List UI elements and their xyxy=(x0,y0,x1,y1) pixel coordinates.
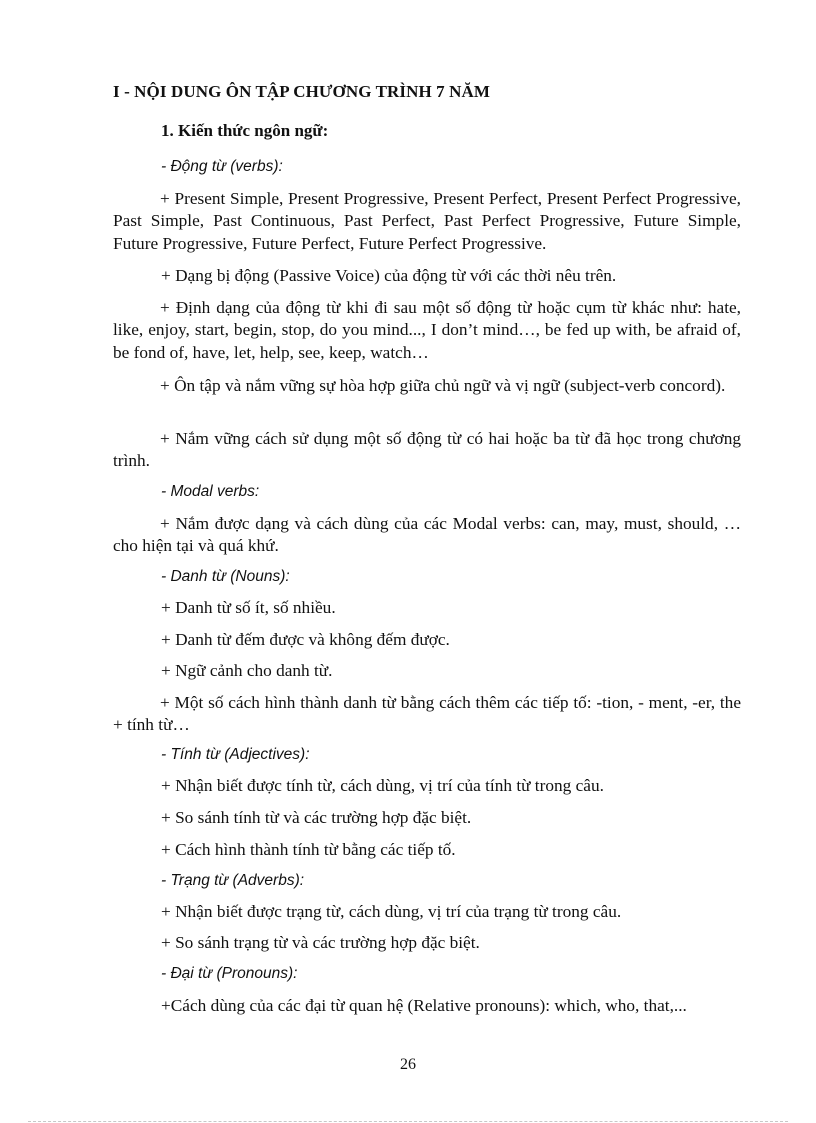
modal-label: - Modal verbs: xyxy=(161,483,260,500)
pronouns-label: - Đại từ (Pronouns): xyxy=(161,965,298,982)
adjectives-item-3: + Cách hình thành tính từ bằng các tiếp tố. xyxy=(161,840,456,859)
section-heading: I - NỘI DUNG ÔN TẬP CHƯƠNG TRÌNH 7 NĂM xyxy=(113,82,491,101)
verbs-concord-text: + Ôn tập và nắm vững sự hòa hợp giữa chủ ngữ và vị ngữ (subject-verb concord). xyxy=(160,376,726,395)
verbs-tenses-paragraph xyxy=(113,188,741,255)
nouns-item-4-text: + Một số cách hình thành danh từ bằng cách thêm các tiếp tố: -tion, - ment, -er, the + tính từ… xyxy=(113,693,741,735)
adjectives-item-1: + Nhận biết được tính từ, cách dùng, vị trí của tính từ trong câu. xyxy=(161,776,604,795)
nouns-label: - Danh từ (Nouns): xyxy=(161,568,290,585)
subsection-heading: 1. Kiến thức ngôn ngữ: xyxy=(161,121,329,140)
nouns-item-4-paragraph xyxy=(113,692,741,737)
adjectives-label: - Tính từ (Adjectives): xyxy=(161,746,310,763)
page-bottom-divider xyxy=(28,1121,788,1122)
page-number: 26 xyxy=(400,1056,416,1073)
verbs-concord-paragraph xyxy=(113,375,741,397)
verbs-phrasal-paragraph xyxy=(113,428,741,473)
adverbs-item-2: + So sánh trạng từ và các trường hợp đặc biệt. xyxy=(161,933,480,952)
verbs-passive-line: + Dạng bị động (Passive Voice) của động từ với các thời nêu trên. xyxy=(161,266,617,285)
verbs-label: - Động từ (verbs): xyxy=(161,158,283,175)
adverbs-label: - Trạng từ (Adverbs): xyxy=(161,872,305,889)
nouns-item-3: + Ngữ cảnh cho danh từ. xyxy=(161,661,333,680)
verbs-tenses-text: + Present Simple, Present Progressive, Present Perfect, Present Perfect Progressive, Past Simple, Past Continuous, Past Perfect, Past Perfect Progressive, Future Simple, Future Progressive, Future Perfect, Future Perfect Progressive. xyxy=(113,189,741,253)
modal-usage-paragraph xyxy=(113,513,741,558)
modal-usage-text: + Nắm được dạng và cách dùng của các Modal verbs: can, may, must, should, … cho hiện tại và quá khứ. xyxy=(113,514,741,556)
verbs-phrasal-text: + Nắm vững cách sử dụng một số động từ có hai hoặc ba từ đã học trong chương trình. xyxy=(113,429,741,471)
verbs-forms-paragraph xyxy=(113,297,741,364)
adjectives-item-2: + So sánh tính từ và các trường hợp đặc biệt. xyxy=(161,808,472,827)
adverbs-item-1: + Nhận biết được trạng từ, cách dùng, vị trí của trạng từ trong câu. xyxy=(161,902,622,921)
verbs-forms-text: + Định dạng của động từ khi đi sau một số động từ hoặc cụm từ khác như: hate, like, enjoy, start, begin, stop, do you mind..., I don’t mind…, be fed up with, be afraid of, be fond of, have, let, help, see, keep, watch… xyxy=(113,298,741,362)
nouns-item-2: + Danh từ đếm được và không đếm được. xyxy=(161,630,450,649)
nouns-item-1: + Danh từ số ít, số nhiều. xyxy=(161,598,336,617)
pronouns-item-1: +Cách dùng của các đại từ quan hệ (Relative pronouns): which, who, that,... xyxy=(161,996,687,1015)
